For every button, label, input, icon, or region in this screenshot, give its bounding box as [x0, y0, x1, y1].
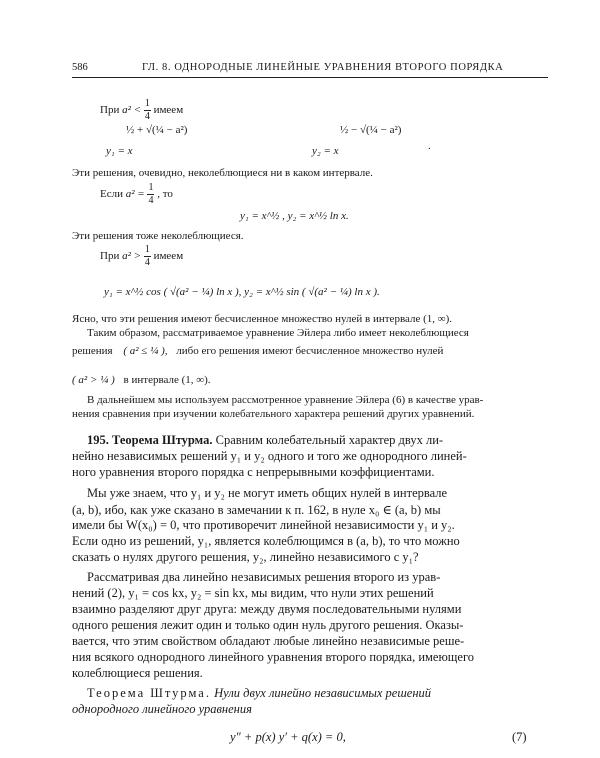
case2-remark: Эти решения тоже неколеблющиеся.	[72, 230, 244, 242]
case3-intro: При a² > $\frac{1}{4}$ имеем	[100, 244, 184, 268]
summary-line-5: нения сравнения при изучении колебательного характера решений других уравнений.	[72, 408, 475, 420]
equation-number: (7)	[512, 730, 527, 744]
case3-remark: Ясно, что эти решения имеют бесчисленное множество нулей в интервале (1, ∞).	[72, 313, 453, 325]
header-rule	[72, 77, 548, 78]
running-header	[72, 62, 548, 76]
p2-line-4: Если одно из решений, y₁, является колеблющимся в (a, b), то что можно	[72, 534, 460, 548]
case1-remark: Эти решения, очевидно, неколеблющиеся ни в каком интервале.	[72, 167, 373, 179]
case1-sol1-base: y₁ = x	[106, 145, 133, 157]
theorem-line-2: однородного линейного уравнения	[72, 702, 252, 716]
case3-formula: y₁ = x^½ cos ( √(a² − ¼) ln x ), y₂ = x^½ sin ( √(a² − ¼) ln x ).	[104, 286, 380, 298]
p3-line-6: ния всякого однородного линейного уравнения второго порядка, имеющего	[72, 650, 475, 664]
p2-line-1: Мы уже знаем, что y₁ и y₂ не могут иметь общих нулей в интервале	[87, 486, 448, 500]
p3-line-3: взаимно разделяют друг друга: между двумя последовательными нулями	[72, 602, 462, 616]
case1-sol2-base: y₂ = x	[312, 145, 339, 157]
case1-fraction: $\frac{1}{4}$	[144, 98, 150, 122]
theorem-line-1: Теорема Штурма. Нули двух линейно независимых решений	[87, 686, 432, 700]
p2-line-2: (a, b), ибо, как уже сказано в замечании к п. 162, в нуле x₀ ∈ (a, b) мы	[72, 503, 441, 517]
summary-line-1: Таким образом, рассматриваемое уравнение Эйлера либо имеет неколеблющиеся	[87, 327, 469, 339]
case2-formula: y₁ = x^½ , y₂ = x^½ ln x.	[240, 210, 349, 222]
case2-fraction: $\frac{1}{4}$	[148, 182, 154, 206]
equation-7: y″ + p(x) y′ + q(x) = 0,	[230, 730, 346, 744]
p3-line-1: Рассматривая два линейно независимых решения второго из урав-	[87, 570, 441, 584]
page-number: 586	[72, 62, 88, 73]
p3-line-5: вается, что этим свойством обладают любые линейно независимые реше-	[72, 634, 465, 648]
summary-line-2: решения ( a² ≤ ¼ ), либо его решения имеют бесчисленное множество нулей	[72, 345, 444, 357]
p3-line-4: одного решения лежит один и только один нуль другого решения. Оказы-	[72, 618, 464, 632]
p1-line-2: нейно независимых решений y₁ и y₂ одного и того же однородного линей-	[72, 449, 467, 463]
case3-fraction: $\frac{1}{4}$	[144, 244, 150, 268]
case2-intro: Если a² = $\frac{1}{4}$ , то	[100, 182, 173, 206]
p3-line-7: колеблющиеся решения.	[72, 666, 203, 680]
case1-intro: При a² < $\frac{1}{4}$ имеем	[100, 98, 184, 122]
section-heading: 195. Теорема Штурма.	[87, 433, 213, 447]
p2-line-3: имели бы W(x₀) = 0, что противоречит линейной независимости y₁ и y₂.	[72, 518, 455, 532]
summary-line-3: ( a² > ¼ ) в интервале (1, ∞).	[72, 374, 211, 386]
case1-sol2-exponent: ½ − √(¼ − a²)	[340, 124, 402, 136]
p2-line-5: сказать о нулях другого решения, y₂, линейно независимого с y₁?	[72, 550, 419, 564]
summary-line-4: В дальнейшем мы используем рассмотренное уравнение Эйлера (6) в качестве урав-	[87, 394, 484, 406]
case1-period: .	[428, 140, 431, 152]
p3-line-2: нений (2), y₁ = cos kx, y₂ = sin kx, мы видим, что нули этих решений	[72, 586, 434, 600]
p1-line-3: ного уравнения второго порядка с непрерывными коэффициентами.	[72, 465, 435, 479]
theorem-label: Теорема Штурма.	[87, 686, 211, 700]
section-first-line: 195. Теорема Штурма. Сравним колебательный характер двух ли-	[87, 433, 444, 447]
case1-sol1-exponent: ½ + √(¼ − a²)	[126, 124, 188, 136]
running-title: ГЛ. 8. ОДНОРОДНЫЕ ЛИНЕЙНЫЕ УРАВНЕНИЯ ВТОРОГО ПОРЯДКА	[142, 62, 504, 73]
